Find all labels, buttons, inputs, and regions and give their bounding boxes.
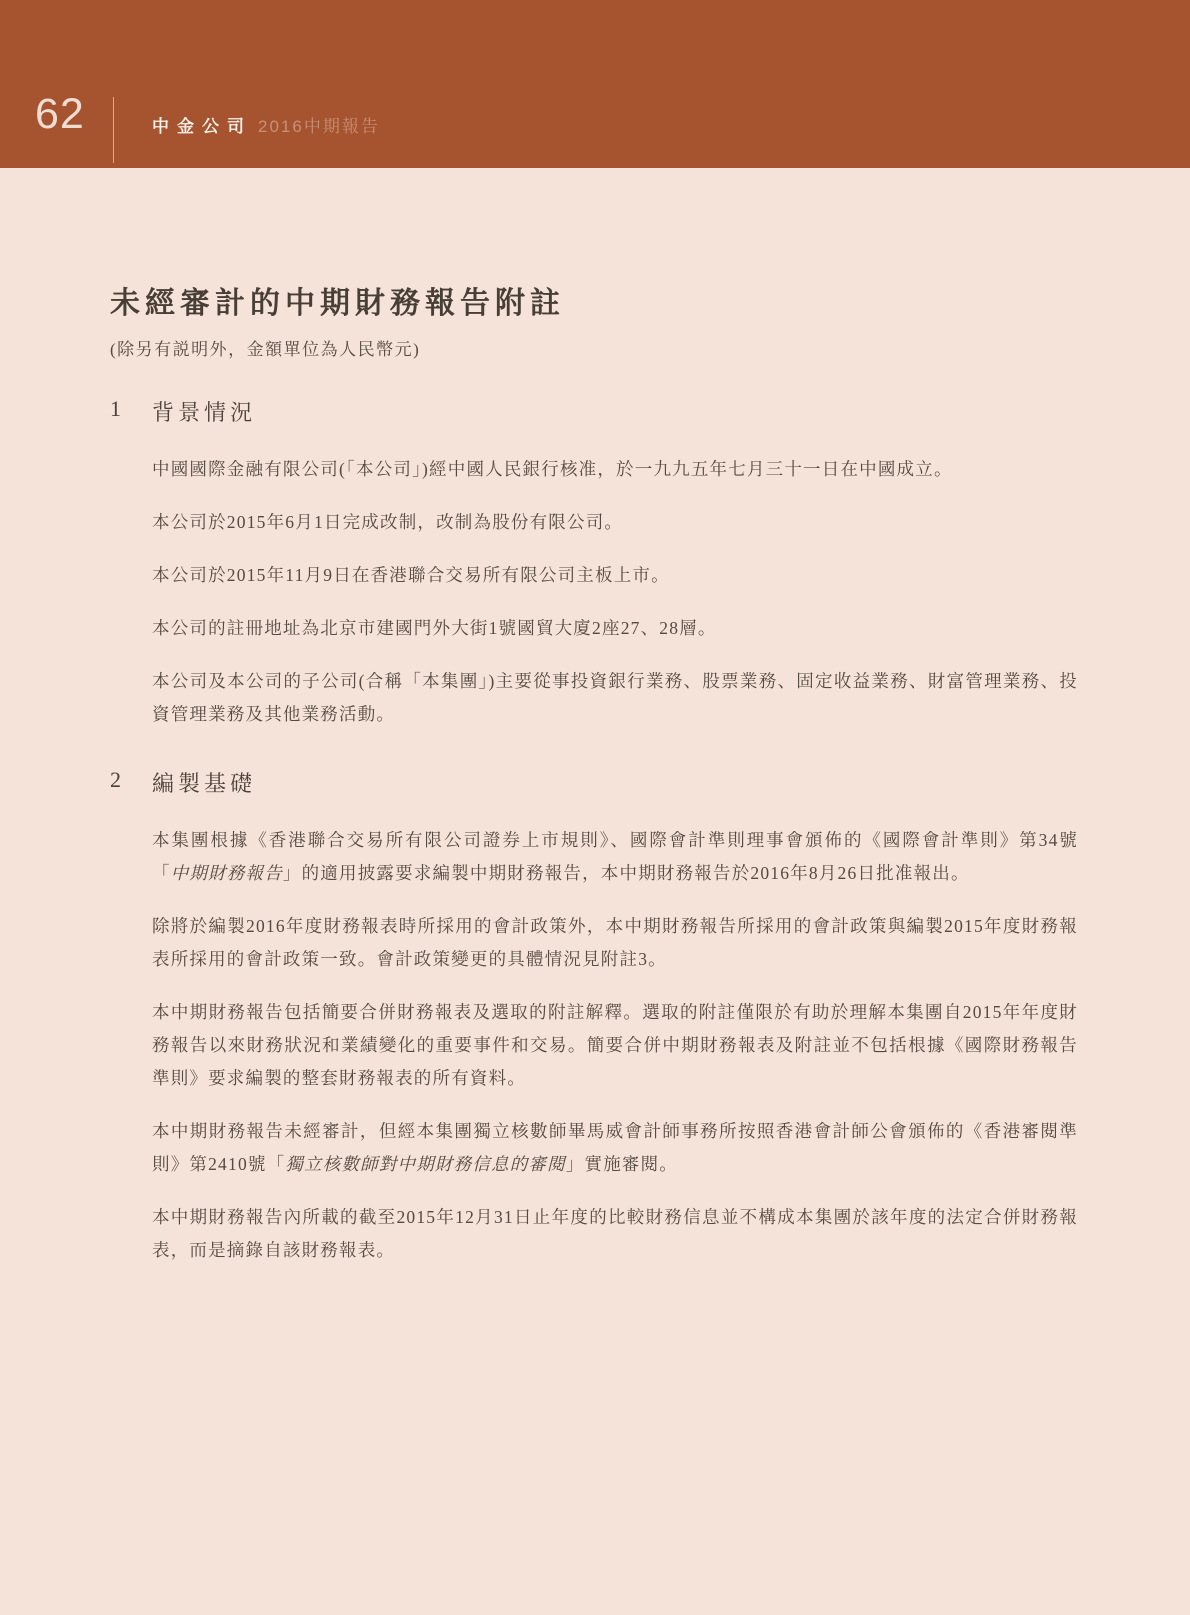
paragraph [152, 665, 1078, 731]
quoted-standard-title: 中期財務報告 [170, 863, 283, 883]
header-titles [152, 112, 380, 137]
paragraph [152, 453, 1078, 486]
section-heading [110, 396, 1078, 427]
paragraph [152, 824, 1078, 890]
paragraph [152, 612, 1078, 645]
section-1 [110, 396, 1078, 731]
quoted-standard-title: 獨立核數師對中期財務信息的審閱 [285, 1154, 566, 1174]
document-title: 未經審計的中期財務報告附註 [110, 287, 565, 320]
paragraph-text: 除將於編製2016年度財務報表時所採用的會計政策外，本中期財務報告所採用的會計政策與編製2015年度財務報表所採用的會計政策一致。會計政策變更的具體情況見附註3。 [152, 916, 1078, 969]
header-divider [113, 97, 114, 163]
section-title: 背景情況 [152, 400, 257, 425]
paragraph-text: 」的適用披露要求編製中期財務報告，本中期財務報告於2016年8月26日批准報出。 [282, 863, 970, 883]
paragraph [152, 1115, 1078, 1181]
section-number: 2 [110, 767, 121, 792]
paragraph-text: 本中期財務報告未經審計，但經本集團獨立核數師畢馬威會計師事務所按照香港會計師公會頒佈的《香港審閱準則》第2410號「 [152, 1121, 1078, 1174]
section-title: 編製基礎 [152, 771, 257, 796]
paragraph-text: 中國國際金融有限公司(「本公司」)經中國人民銀行核准，於一九九五年七月三十一日在中國成立。 [152, 459, 953, 479]
document-page [0, 278, 1190, 1267]
sections-container [110, 396, 1078, 1267]
section-heading [110, 767, 1078, 798]
document-subtitle: (除另有説明外，金額單位為人民幣元) [110, 340, 421, 359]
paragraph-text: 本集團根據《香港聯合交易所有限公司證券上市規則》、國際會計準則理事會頒佈的《國際會計準則》第34號「 [152, 830, 1078, 883]
paragraph [152, 996, 1078, 1095]
section-body [152, 824, 1078, 1267]
paragraph-text: 」實施審閱。 [565, 1154, 679, 1174]
section-body [152, 453, 1078, 731]
paragraph [152, 559, 1078, 592]
paragraph-text: 本公司於2015年11月9日在香港聯合交易所有限公司主板上市。 [152, 565, 670, 585]
paragraph [152, 910, 1078, 976]
section-2 [110, 767, 1078, 1267]
report-name: 2016中期報告 [258, 117, 380, 136]
paragraph-text: 本公司於2015年6月1日完成改制，改制為股份有限公司。 [152, 512, 624, 532]
paragraph-text: 本中期財務報告包括簡要合併財務報表及選取的附註解釋。選取的附註僅限於有助於理解本集團自2015年年度財務報告以來財務狀況和業績變化的重要事件和交易。簡要合併中期財務報表及附註並不包括根據《國際財務報告準則》要求編製的整套財務報表的所有資料。 [152, 1002, 1078, 1088]
page-header [0, 0, 1190, 168]
brand-name: 中金公司 [152, 117, 252, 136]
section-number: 1 [110, 396, 121, 421]
paragraph [152, 1201, 1078, 1267]
paragraph-text: 本公司及本公司的子公司(合稱「本集團」)主要從事投資銀行業務、股票業務、固定收益業務、財富管理業務、投資管理業務及其他業務活動。 [152, 671, 1078, 724]
paragraph-text: 本公司的註冊地址為北京市建國門外大街1號國貿大廈2座27、28層。 [152, 618, 717, 638]
paragraph [152, 506, 1078, 539]
page-number: 62 [35, 90, 85, 138]
paragraph-text: 本中期財務報告內所載的截至2015年12月31日止年度的比較財務信息並不構成本集團於該年度的法定合併財務報表，而是摘錄自該財務報表。 [152, 1207, 1078, 1260]
